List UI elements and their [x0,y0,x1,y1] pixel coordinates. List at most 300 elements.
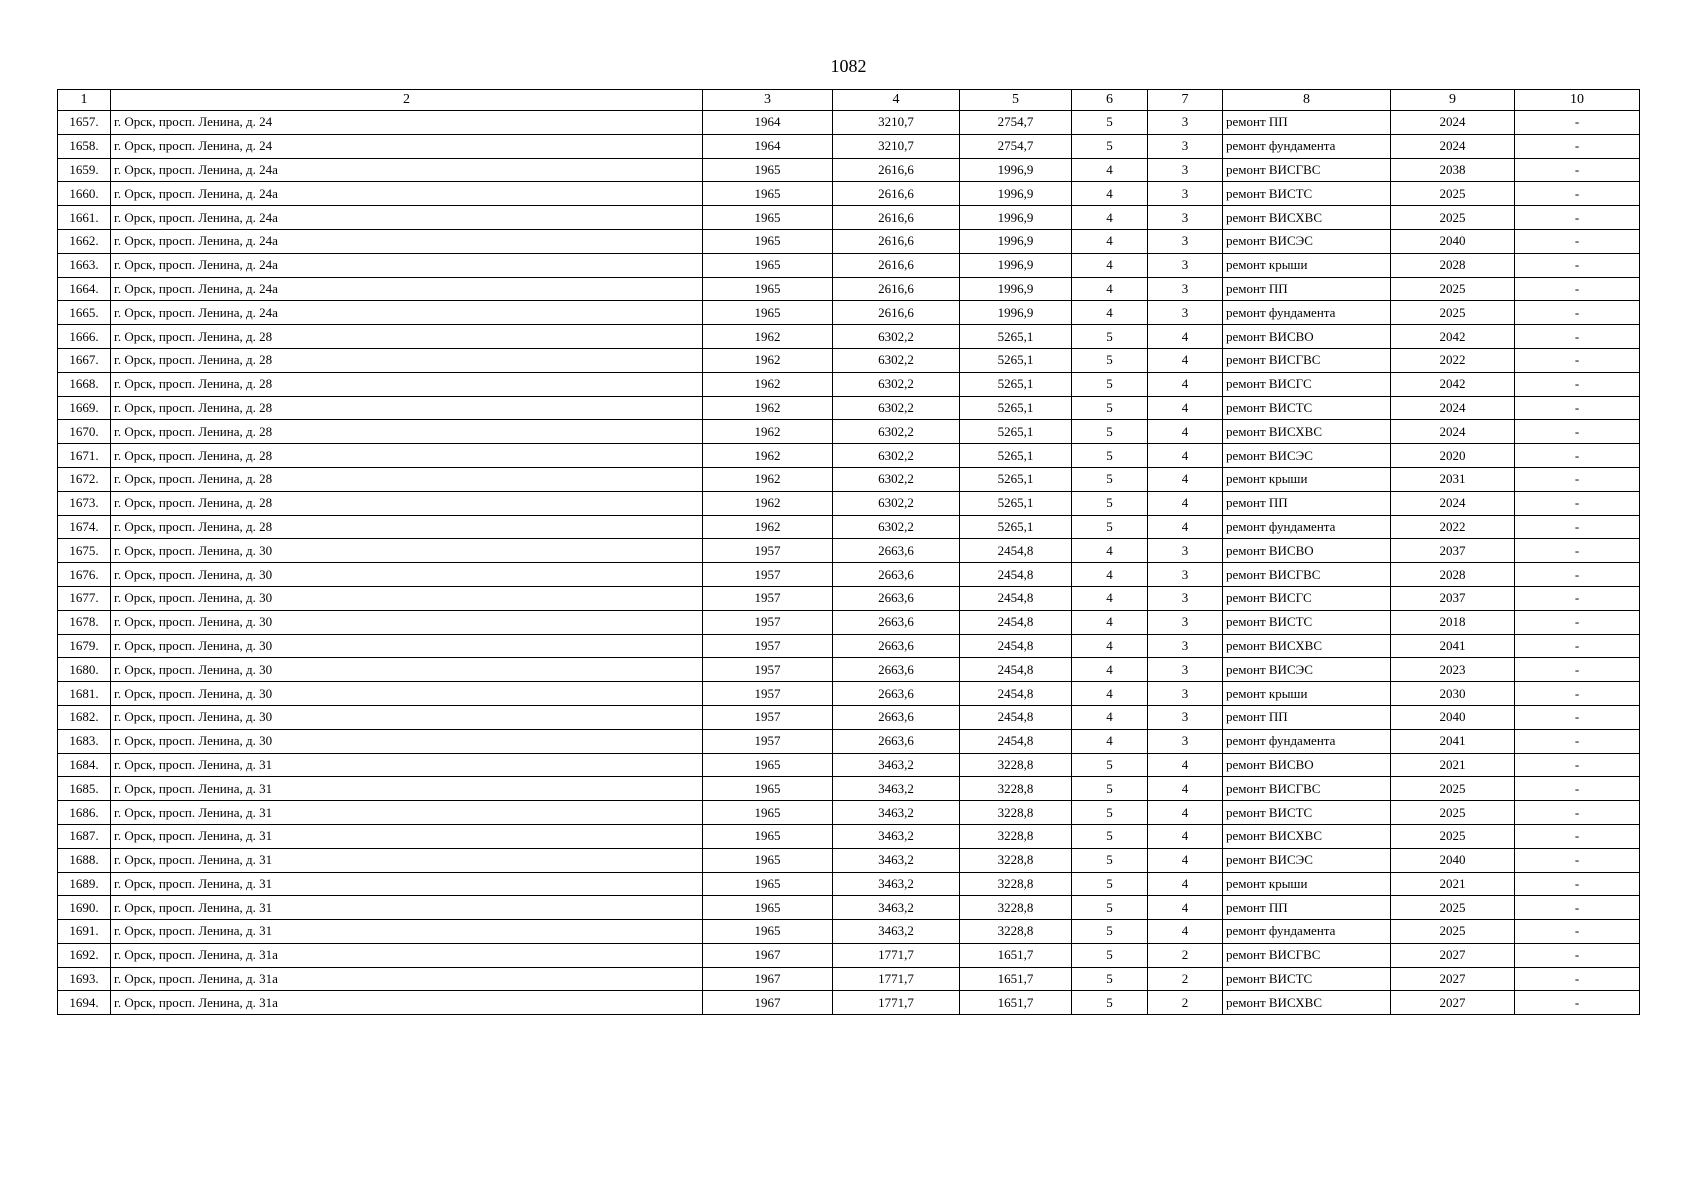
cell-address: г. Орск, просп. Ленина, д. 31 [111,872,703,896]
cell-year: 1962 [703,348,833,372]
cell-total-area: 2616,6 [833,206,960,230]
cell-floors: 4 [1072,277,1148,301]
table-row [58,277,1640,301]
cell-work-type: ремонт крыши [1223,872,1391,896]
cell-note: - [1515,705,1640,729]
cell-work-type: ремонт крыши [1223,467,1391,491]
cell-living-area: 3228,8 [960,848,1072,872]
table-row [58,420,1640,444]
cell-note: - [1515,943,1640,967]
cell-year: 1957 [703,563,833,587]
cell-note: - [1515,348,1640,372]
cell-floors: 5 [1072,943,1148,967]
cell-planned-year: 2025 [1391,301,1515,325]
cell-total-area: 3210,7 [833,111,960,135]
cell-note: - [1515,563,1640,587]
cell-planned-year: 2027 [1391,943,1515,967]
cell-year: 1957 [703,705,833,729]
cell-year: 1965 [703,801,833,825]
cell-living-area: 1996,9 [960,158,1072,182]
cell-row-number: 1667. [58,348,111,372]
cell-work-type: ремонт ПП [1223,896,1391,920]
cell-living-area: 1996,9 [960,301,1072,325]
cell-planned-year: 2027 [1391,991,1515,1015]
cell-entrances: 4 [1148,777,1223,801]
cell-work-type: ремонт ВИСВО [1223,539,1391,563]
table-row [58,515,1640,539]
cell-living-area: 1996,9 [960,229,1072,253]
table-row [58,920,1640,944]
cell-total-area: 3463,2 [833,848,960,872]
cell-total-area: 2616,6 [833,158,960,182]
cell-address: г. Орск, просп. Ленина, д. 24а [111,182,703,206]
cell-entrances: 4 [1148,444,1223,468]
cell-work-type: ремонт ВИСХВС [1223,824,1391,848]
cell-row-number: 1672. [58,467,111,491]
cell-address: г. Орск, просп. Ленина, д. 30 [111,586,703,610]
cell-year: 1962 [703,372,833,396]
table-row [58,206,1640,230]
cell-row-number: 1669. [58,396,111,420]
table-row [58,896,1640,920]
cell-entrances: 2 [1148,967,1223,991]
cell-address: г. Орск, просп. Ленина, д. 24 [111,111,703,135]
cell-entrances: 4 [1148,920,1223,944]
cell-living-area: 1996,9 [960,253,1072,277]
cell-living-area: 1996,9 [960,182,1072,206]
cell-year: 1965 [703,158,833,182]
cell-living-area: 2454,8 [960,658,1072,682]
cell-work-type: ремонт ВИСВО [1223,325,1391,349]
cell-year: 1965 [703,182,833,206]
cell-floors: 5 [1072,824,1148,848]
cell-floors: 5 [1072,848,1148,872]
cell-work-type: ремонт ВИСГС [1223,586,1391,610]
cell-entrances: 3 [1148,277,1223,301]
cell-total-area: 3463,2 [833,801,960,825]
cell-floors: 4 [1072,206,1148,230]
cell-entrances: 3 [1148,610,1223,634]
cell-year: 1962 [703,396,833,420]
cell-address: г. Орск, просп. Ленина, д. 24а [111,277,703,301]
cell-row-number: 1663. [58,253,111,277]
cell-year: 1962 [703,325,833,349]
cell-total-area: 3463,2 [833,777,960,801]
cell-living-area: 2454,8 [960,729,1072,753]
cell-total-area: 6302,2 [833,491,960,515]
cell-note: - [1515,134,1640,158]
cell-floors: 5 [1072,348,1148,372]
cell-work-type: ремонт ВИСХВС [1223,206,1391,230]
table-row [58,563,1640,587]
table-row [58,348,1640,372]
cell-year: 1957 [703,634,833,658]
cell-address: г. Орск, просп. Ленина, д. 31а [111,991,703,1015]
cell-work-type: ремонт ВИСГВС [1223,348,1391,372]
cell-note: - [1515,277,1640,301]
cell-row-number: 1685. [58,777,111,801]
cell-floors: 5 [1072,111,1148,135]
cell-planned-year: 2027 [1391,967,1515,991]
cell-floors: 5 [1072,801,1148,825]
cell-address: г. Орск, просп. Ленина, д. 24а [111,229,703,253]
cell-row-number: 1675. [58,539,111,563]
cell-total-area: 2663,6 [833,610,960,634]
cell-total-area: 2616,6 [833,253,960,277]
cell-total-area: 2663,6 [833,586,960,610]
cell-living-area: 2454,8 [960,563,1072,587]
cell-year: 1965 [703,253,833,277]
header-row [58,90,1640,111]
table-row [58,134,1640,158]
column-header-8: 8 [1223,90,1391,111]
table-row [58,682,1640,706]
cell-entrances: 3 [1148,539,1223,563]
cell-total-area: 2616,6 [833,277,960,301]
cell-planned-year: 2025 [1391,182,1515,206]
cell-total-area: 3463,2 [833,872,960,896]
table-row [58,658,1640,682]
cell-note: - [1515,586,1640,610]
cell-note: - [1515,444,1640,468]
cell-work-type: ремонт ПП [1223,277,1391,301]
cell-entrances: 3 [1148,206,1223,230]
cell-total-area: 2616,6 [833,182,960,206]
cell-floors: 5 [1072,872,1148,896]
cell-planned-year: 2025 [1391,777,1515,801]
cell-note: - [1515,658,1640,682]
cell-planned-year: 2025 [1391,920,1515,944]
cell-floors: 5 [1072,491,1148,515]
cell-floors: 5 [1072,134,1148,158]
cell-year: 1965 [703,920,833,944]
cell-planned-year: 2021 [1391,753,1515,777]
cell-entrances: 4 [1148,801,1223,825]
cell-entrances: 3 [1148,586,1223,610]
cell-planned-year: 2031 [1391,467,1515,491]
cell-entrances: 4 [1148,396,1223,420]
cell-address: г. Орск, просп. Ленина, д. 31 [111,824,703,848]
cell-floors: 4 [1072,586,1148,610]
cell-row-number: 1681. [58,682,111,706]
cell-address: г. Орск, просп. Ленина, д. 24 [111,134,703,158]
cell-address: г. Орск, просп. Ленина, д. 28 [111,372,703,396]
cell-floors: 5 [1072,967,1148,991]
cell-entrances: 3 [1148,158,1223,182]
cell-note: - [1515,111,1640,135]
cell-planned-year: 2040 [1391,848,1515,872]
table-row [58,729,1640,753]
cell-planned-year: 2030 [1391,682,1515,706]
cell-row-number: 1687. [58,824,111,848]
cell-work-type: ремонт фундамента [1223,515,1391,539]
cell-note: - [1515,372,1640,396]
cell-work-type: ремонт крыши [1223,682,1391,706]
cell-work-type: ремонт ВИСЭС [1223,848,1391,872]
cell-entrances: 3 [1148,134,1223,158]
cell-address: г. Орск, просп. Ленина, д. 24а [111,206,703,230]
cell-entrances: 4 [1148,872,1223,896]
cell-year: 1965 [703,206,833,230]
column-header-3: 3 [703,90,833,111]
cell-total-area: 6302,2 [833,444,960,468]
table-row [58,824,1640,848]
cell-floors: 5 [1072,920,1148,944]
cell-work-type: ремонт ПП [1223,491,1391,515]
cell-floors: 5 [1072,372,1148,396]
cell-floors: 4 [1072,229,1148,253]
cell-year: 1964 [703,134,833,158]
cell-living-area: 5265,1 [960,420,1072,444]
cell-address: г. Орск, просп. Ленина, д. 28 [111,444,703,468]
cell-row-number: 1682. [58,705,111,729]
cell-row-number: 1692. [58,943,111,967]
cell-total-area: 2663,6 [833,682,960,706]
cell-planned-year: 2040 [1391,229,1515,253]
cell-floors: 5 [1072,420,1148,444]
cell-address: г. Орск, просп. Ленина, д. 30 [111,610,703,634]
cell-planned-year: 2021 [1391,872,1515,896]
cell-row-number: 1674. [58,515,111,539]
cell-planned-year: 2040 [1391,705,1515,729]
cell-living-area: 1651,7 [960,991,1072,1015]
register-table [57,89,1640,1015]
cell-year: 1967 [703,967,833,991]
cell-living-area: 5265,1 [960,325,1072,349]
table-row [58,634,1640,658]
cell-floors: 4 [1072,729,1148,753]
cell-address: г. Орск, просп. Ленина, д. 30 [111,705,703,729]
cell-living-area: 5265,1 [960,515,1072,539]
cell-entrances: 3 [1148,729,1223,753]
cell-note: - [1515,634,1640,658]
cell-row-number: 1690. [58,896,111,920]
cell-work-type: ремонт ВИСГС [1223,372,1391,396]
cell-row-number: 1664. [58,277,111,301]
cell-work-type: ремонт ВИСЭС [1223,444,1391,468]
cell-row-number: 1689. [58,872,111,896]
cell-total-area: 2663,6 [833,729,960,753]
cell-entrances: 4 [1148,325,1223,349]
cell-year: 1962 [703,515,833,539]
cell-address: г. Орск, просп. Ленина, д. 31 [111,920,703,944]
cell-living-area: 5265,1 [960,444,1072,468]
cell-address: г. Орск, просп. Ленина, д. 30 [111,539,703,563]
cell-total-area: 6302,2 [833,348,960,372]
cell-floors: 4 [1072,539,1148,563]
cell-row-number: 1666. [58,325,111,349]
cell-planned-year: 2024 [1391,420,1515,444]
cell-entrances: 3 [1148,182,1223,206]
cell-work-type: ремонт ВИСТС [1223,801,1391,825]
cell-work-type: ремонт ВИСГВС [1223,777,1391,801]
cell-row-number: 1693. [58,967,111,991]
cell-work-type: ремонт ВИСВО [1223,753,1391,777]
cell-year: 1965 [703,824,833,848]
cell-living-area: 2454,8 [960,682,1072,706]
cell-total-area: 2663,6 [833,658,960,682]
cell-entrances: 4 [1148,753,1223,777]
cell-work-type: ремонт ВИСТС [1223,967,1391,991]
table-row [58,158,1640,182]
cell-work-type: ремонт крыши [1223,253,1391,277]
cell-total-area: 6302,2 [833,420,960,444]
cell-note: - [1515,396,1640,420]
cell-floors: 4 [1072,705,1148,729]
cell-note: - [1515,467,1640,491]
cell-row-number: 1673. [58,491,111,515]
cell-row-number: 1659. [58,158,111,182]
cell-note: - [1515,158,1640,182]
cell-work-type: ремонт ПП [1223,705,1391,729]
cell-work-type: ремонт ВИСХВС [1223,991,1391,1015]
cell-entrances: 4 [1148,824,1223,848]
cell-floors: 4 [1072,182,1148,206]
cell-note: - [1515,182,1640,206]
cell-floors: 5 [1072,467,1148,491]
cell-planned-year: 2024 [1391,134,1515,158]
cell-entrances: 4 [1148,491,1223,515]
cell-address: г. Орск, просп. Ленина, д. 30 [111,682,703,706]
cell-entrances: 4 [1148,848,1223,872]
table-row [58,801,1640,825]
cell-row-number: 1665. [58,301,111,325]
cell-year: 1957 [703,586,833,610]
table-row [58,229,1640,253]
cell-address: г. Орск, просп. Ленина, д. 30 [111,658,703,682]
cell-floors: 4 [1072,158,1148,182]
cell-living-area: 2454,8 [960,634,1072,658]
cell-note: - [1515,325,1640,349]
cell-entrances: 3 [1148,658,1223,682]
cell-year: 1965 [703,277,833,301]
cell-year: 1962 [703,491,833,515]
column-header-1: 1 [58,90,111,111]
cell-year: 1965 [703,896,833,920]
cell-living-area: 3228,8 [960,753,1072,777]
cell-floors: 5 [1072,753,1148,777]
column-header-9: 9 [1391,90,1515,111]
cell-row-number: 1679. [58,634,111,658]
cell-work-type: ремонт ВИСХВС [1223,634,1391,658]
cell-address: г. Орск, просп. Ленина, д. 24а [111,301,703,325]
cell-note: - [1515,729,1640,753]
cell-planned-year: 2025 [1391,896,1515,920]
cell-work-type: ремонт ВИСЭС [1223,229,1391,253]
cell-total-area: 1771,7 [833,991,960,1015]
cell-entrances: 2 [1148,943,1223,967]
cell-total-area: 3463,2 [833,920,960,944]
cell-year: 1965 [703,229,833,253]
cell-work-type: ремонт ПП [1223,111,1391,135]
cell-row-number: 1668. [58,372,111,396]
cell-note: - [1515,920,1640,944]
column-header-4: 4 [833,90,960,111]
cell-note: - [1515,682,1640,706]
cell-year: 1967 [703,991,833,1015]
table-row [58,111,1640,135]
column-header-7: 7 [1148,90,1223,111]
cell-year: 1957 [703,539,833,563]
cell-row-number: 1678. [58,610,111,634]
cell-total-area: 2663,6 [833,539,960,563]
cell-entrances: 3 [1148,229,1223,253]
cell-living-area: 3228,8 [960,801,1072,825]
cell-entrances: 3 [1148,111,1223,135]
cell-row-number: 1683. [58,729,111,753]
cell-year: 1965 [703,753,833,777]
cell-living-area: 2754,7 [960,111,1072,135]
cell-work-type: ремонт фундамента [1223,301,1391,325]
cell-address: г. Орск, просп. Ленина, д. 31 [111,777,703,801]
cell-address: г. Орск, просп. Ленина, д. 30 [111,729,703,753]
cell-total-area: 2663,6 [833,563,960,587]
cell-planned-year: 2022 [1391,515,1515,539]
cell-total-area: 6302,2 [833,325,960,349]
table-row [58,325,1640,349]
cell-note: - [1515,896,1640,920]
cell-address: г. Орск, просп. Ленина, д. 28 [111,420,703,444]
cell-planned-year: 2041 [1391,729,1515,753]
cell-floors: 4 [1072,301,1148,325]
cell-living-area: 3228,8 [960,920,1072,944]
table-row [58,586,1640,610]
cell-year: 1957 [703,658,833,682]
cell-year: 1957 [703,610,833,634]
cell-address: г. Орск, просп. Ленина, д. 28 [111,491,703,515]
cell-row-number: 1662. [58,229,111,253]
cell-row-number: 1661. [58,206,111,230]
cell-living-area: 3228,8 [960,872,1072,896]
cell-row-number: 1671. [58,444,111,468]
table-row [58,444,1640,468]
cell-living-area: 5265,1 [960,491,1072,515]
cell-work-type: ремонт фундамента [1223,134,1391,158]
table-body [58,111,1640,1015]
cell-row-number: 1670. [58,420,111,444]
cell-entrances: 4 [1148,896,1223,920]
cell-note: - [1515,753,1640,777]
cell-planned-year: 2042 [1391,372,1515,396]
cell-living-area: 5265,1 [960,348,1072,372]
table-row [58,777,1640,801]
cell-year: 1967 [703,943,833,967]
cell-floors: 5 [1072,444,1148,468]
cell-work-type: ремонт ВИСТС [1223,610,1391,634]
cell-note: - [1515,848,1640,872]
cell-entrances: 3 [1148,682,1223,706]
cell-planned-year: 2041 [1391,634,1515,658]
cell-total-area: 6302,2 [833,515,960,539]
cell-note: - [1515,229,1640,253]
cell-total-area: 2616,6 [833,229,960,253]
cell-floors: 4 [1072,253,1148,277]
table-row [58,753,1640,777]
cell-floors: 5 [1072,777,1148,801]
cell-work-type: ремонт ВИСХВС [1223,420,1391,444]
column-header-2: 2 [111,90,703,111]
cell-planned-year: 2025 [1391,206,1515,230]
cell-address: г. Орск, просп. Ленина, д. 24а [111,158,703,182]
cell-address: г. Орск, просп. Ленина, д. 24а [111,253,703,277]
cell-row-number: 1684. [58,753,111,777]
cell-floors: 4 [1072,610,1148,634]
cell-address: г. Орск, просп. Ленина, д. 28 [111,396,703,420]
cell-row-number: 1691. [58,920,111,944]
cell-year: 1965 [703,301,833,325]
cell-entrances: 4 [1148,348,1223,372]
cell-address: г. Орск, просп. Ленина, д. 31а [111,943,703,967]
